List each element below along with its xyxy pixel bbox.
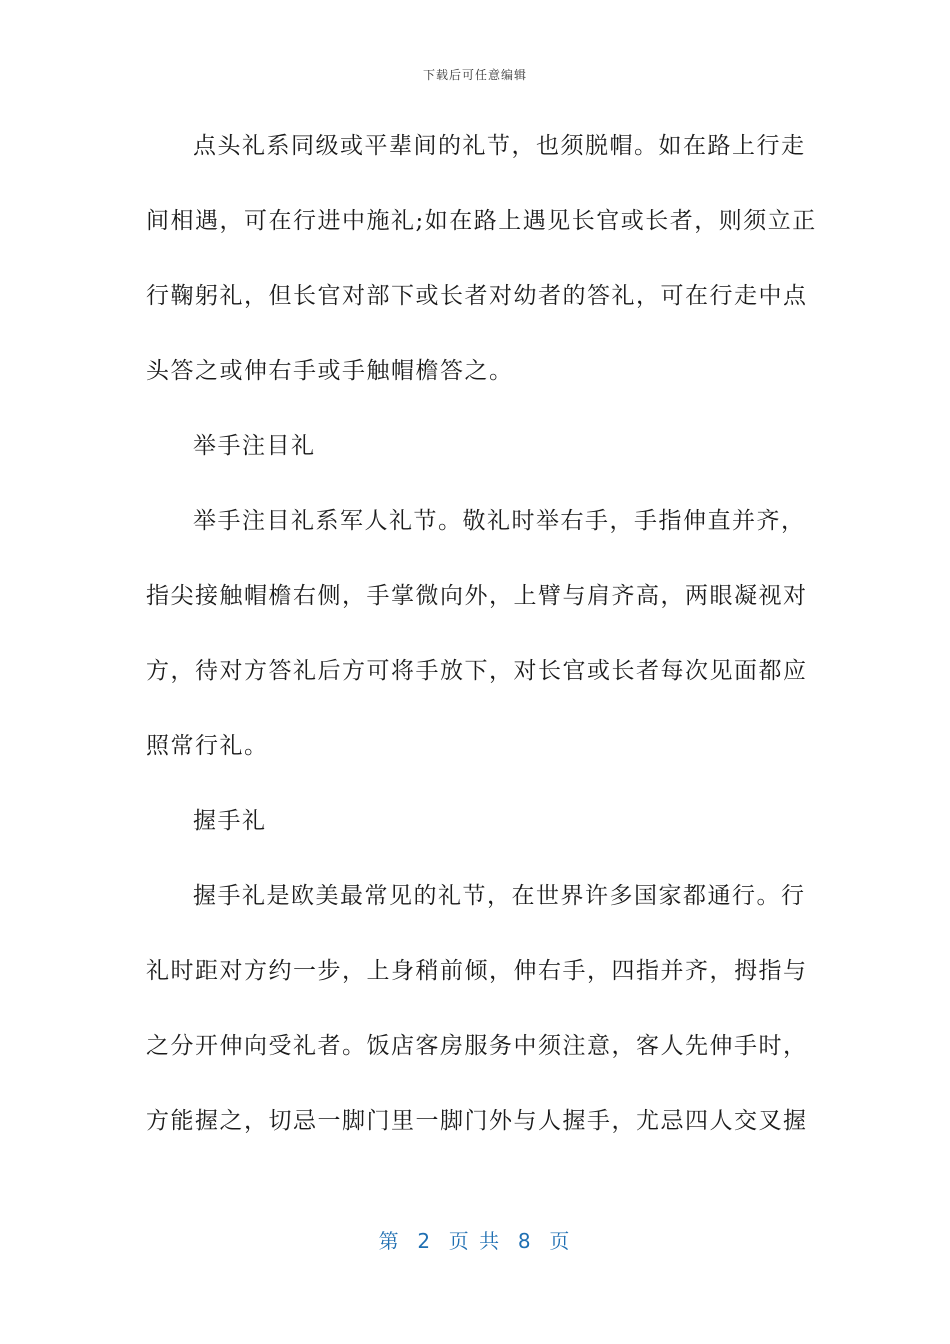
paragraph-line: 方能握之，切忌一脚门里一脚门外与人握手，尤忌四人交叉握	[146, 1108, 808, 1134]
paragraph-line: 方，待对方答礼后方可将手放下，对长官或长者每次见面都应	[146, 658, 808, 684]
header-note: 下载后可任意编辑	[422, 68, 527, 82]
paragraph-line: 行鞠躬礼，但长官对部下或长者对幼者的答礼，可在行走中点	[146, 283, 808, 309]
paragraph-line: 间相遇，可在行进中施礼;如在路上遇见长官或长者，则须立正	[146, 208, 817, 234]
paragraph-line: 指尖接触帽檐右侧，手掌微向外，上臂与肩齐高，两眼凝视对	[146, 583, 808, 609]
paragraph-line: 点头礼系同级或平辈间的礼节，也须脱帽。如在路上行走	[193, 133, 806, 159]
paragraph-line: 头答之或伸右手或手触帽檐答之。	[146, 358, 514, 384]
section-heading: 握手礼	[193, 808, 267, 834]
paragraph-line: 举手注目礼系军人礼节。敬礼时举右手，手指伸直并齐，	[193, 508, 806, 534]
page-number: 第 2 页 共 8 页	[378, 1229, 572, 1253]
paragraph-line: 照常行礼。	[146, 733, 269, 759]
section-heading: 举手注目礼	[193, 433, 316, 459]
paragraph-line: 礼时距对方约一步，上身稍前倾，伸右手，四指并齐，拇指与	[146, 958, 808, 984]
paragraph-line: 之分开伸向受礼者。饭店客房服务中须注意，客人先伸手时，	[146, 1033, 808, 1059]
document-body	[146, 124, 817, 1174]
paragraph-line: 握手礼是欧美最常见的礼节，在世界许多国家都通行。行	[193, 883, 806, 909]
